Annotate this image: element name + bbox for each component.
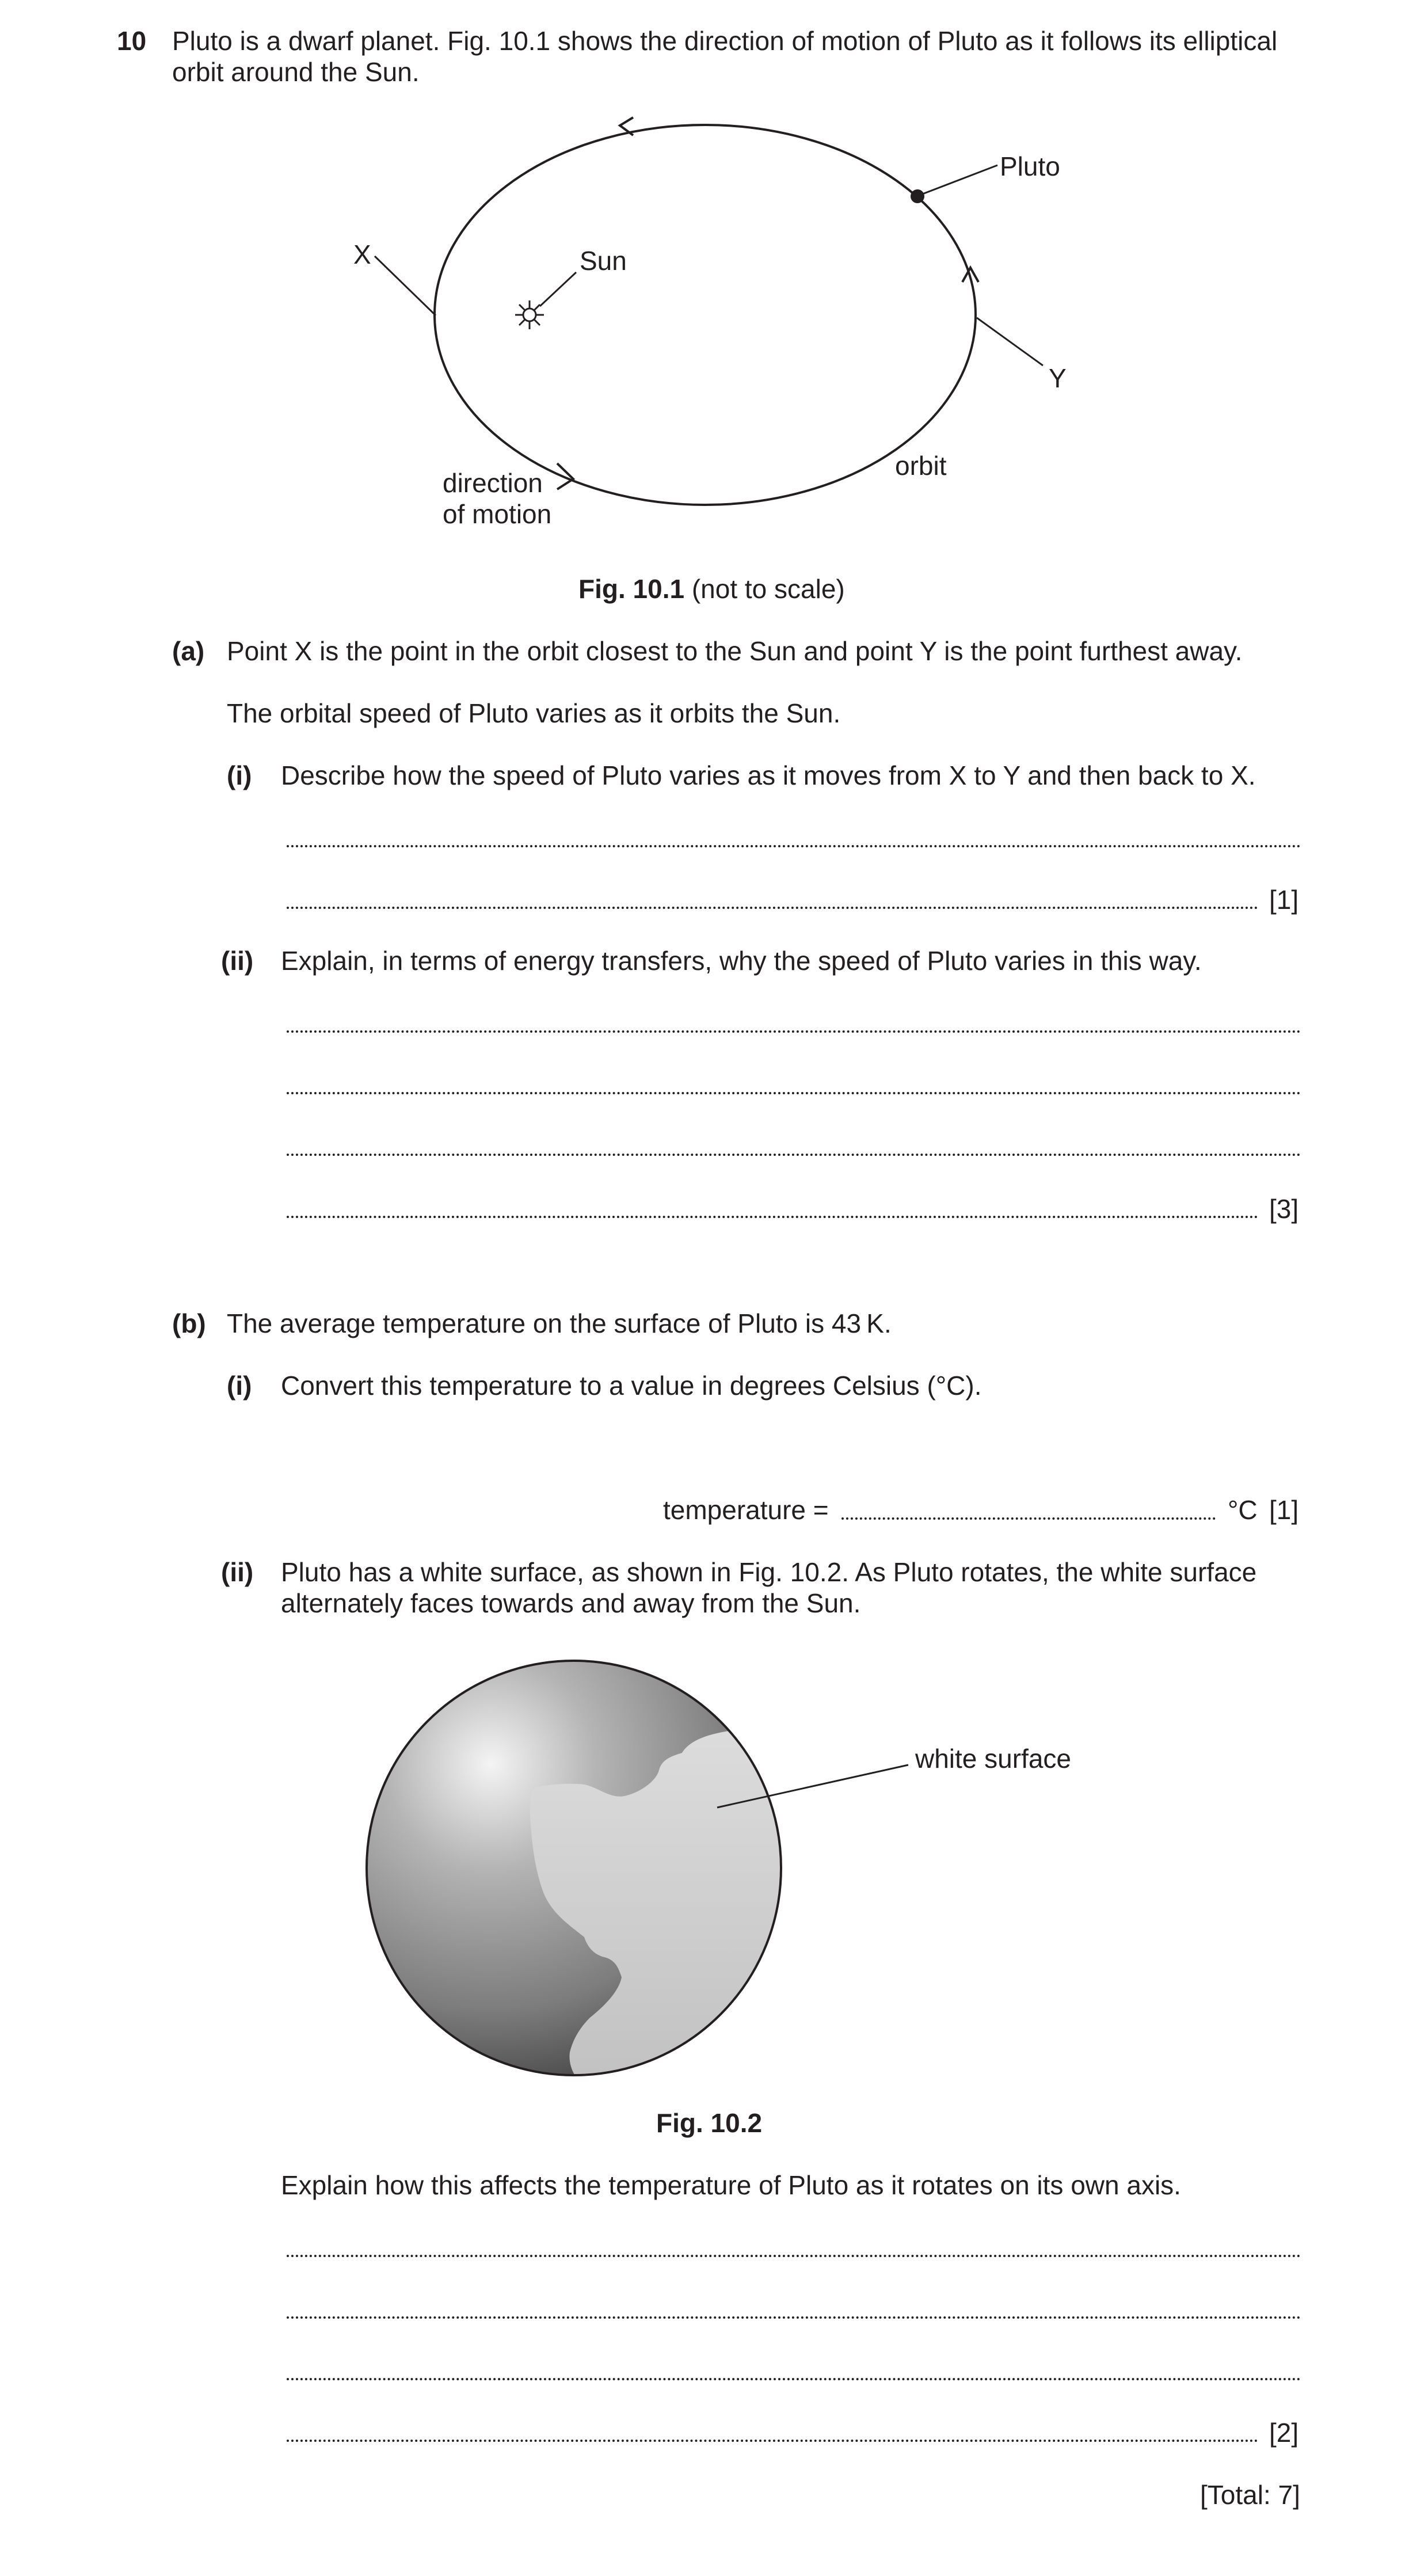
white-surface-label: white surface (915, 1744, 1072, 1774)
y-leader-line (977, 318, 1043, 366)
part-a-text2: The orbital speed of Pluto varies as it orbits the Sun. (227, 698, 841, 728)
part-b-i-text: Convert this temperature to a value in degrees Celsius (°C). (281, 1371, 982, 1401)
pluto-sphere-diagram (345, 1646, 1094, 2095)
temperature-unit: °C (1228, 1495, 1258, 1525)
answer-line[interactable] (287, 2437, 1258, 2442)
answer-line[interactable] (287, 1213, 1258, 1218)
part-a-label: (a) (172, 636, 205, 666)
answer-line[interactable] (287, 904, 1258, 909)
part-b-ii-question: Explain how this affects the temperature of Pluto as it rotates on its own axis. (281, 2170, 1181, 2200)
answer-line[interactable] (287, 2314, 1301, 2319)
temperature-answer-line[interactable] (841, 1515, 1216, 1520)
fig1-caption (578, 573, 845, 604)
part-b-ii-text-line2: alternately faces towards and away from the Sun. (281, 1588, 861, 1618)
part-b-ii-label: (ii) (221, 1557, 254, 1587)
sun-leader-line (540, 272, 576, 306)
y-label: Y (1049, 363, 1067, 393)
part-a-i-text: Describe how the speed of Pluto varies as it moves from X to Y and then back to X. (281, 760, 1256, 790)
part-a-i-label: (i) (227, 760, 252, 790)
part-a-ii-text: Explain, in terms of energy transfers, why the speed of Pluto varies in this way. (281, 946, 1202, 976)
marks-b-ii: [2] (1269, 2418, 1299, 2448)
part-a-text: Point X is the point in the orbit closest to the Sun and point Y is the point furthest away. (227, 636, 1243, 666)
fig1-caption-number: Fig. 10.1 (578, 574, 685, 604)
part-b-text: The average temperature on the surface of Pluto is 43 K. (227, 1308, 892, 1338)
question-number: 10 (117, 26, 147, 56)
part-b-label: (b) (172, 1308, 206, 1338)
temperature-answer-label: temperature = (663, 1495, 829, 1525)
pluto-leader-line (918, 165, 997, 196)
pluto-dot (911, 189, 924, 203)
direction-label-line2: of motion (443, 499, 552, 529)
fig1-caption-note: (not to scale) (684, 574, 845, 604)
answer-line[interactable] (287, 1028, 1301, 1033)
marks-a-i: [1] (1269, 885, 1299, 915)
orbit-label: orbit (895, 451, 947, 481)
question-intro-line2: orbit around the Sun. (172, 57, 420, 87)
pluto-label: Pluto (1000, 151, 1060, 181)
direction-label-line1: direction (443, 468, 543, 498)
sun-icon (515, 300, 544, 329)
fig2-caption: Fig. 10.2 (656, 2108, 763, 2138)
total-marks: [Total: 7] (1200, 2480, 1300, 2510)
answer-line[interactable] (287, 1090, 1301, 1094)
orbit-diagram (0, 0, 1428, 576)
answer-line[interactable] (287, 843, 1301, 847)
answer-line[interactable] (287, 2252, 1301, 2257)
sun-label: Sun (580, 246, 627, 276)
answer-line[interactable] (287, 1151, 1301, 1156)
answer-line[interactable] (287, 2376, 1301, 2380)
part-b-i-label: (i) (227, 1371, 252, 1401)
part-a-ii-label: (ii) (221, 946, 254, 976)
marks-a-ii: [3] (1269, 1194, 1299, 1224)
marks-b-i: [1] (1269, 1495, 1299, 1525)
x-leader-line (375, 256, 436, 315)
part-b-ii-text-line1: Pluto has a white surface, as shown in Fig. 10.2. As Pluto rotates, the white surface (281, 1557, 1257, 1587)
x-label: X (353, 239, 371, 269)
question-intro-line1: Pluto is a dwarf planet. Fig. 10.1 shows the direction of motion of Pluto as it follows its elliptical (172, 26, 1278, 56)
